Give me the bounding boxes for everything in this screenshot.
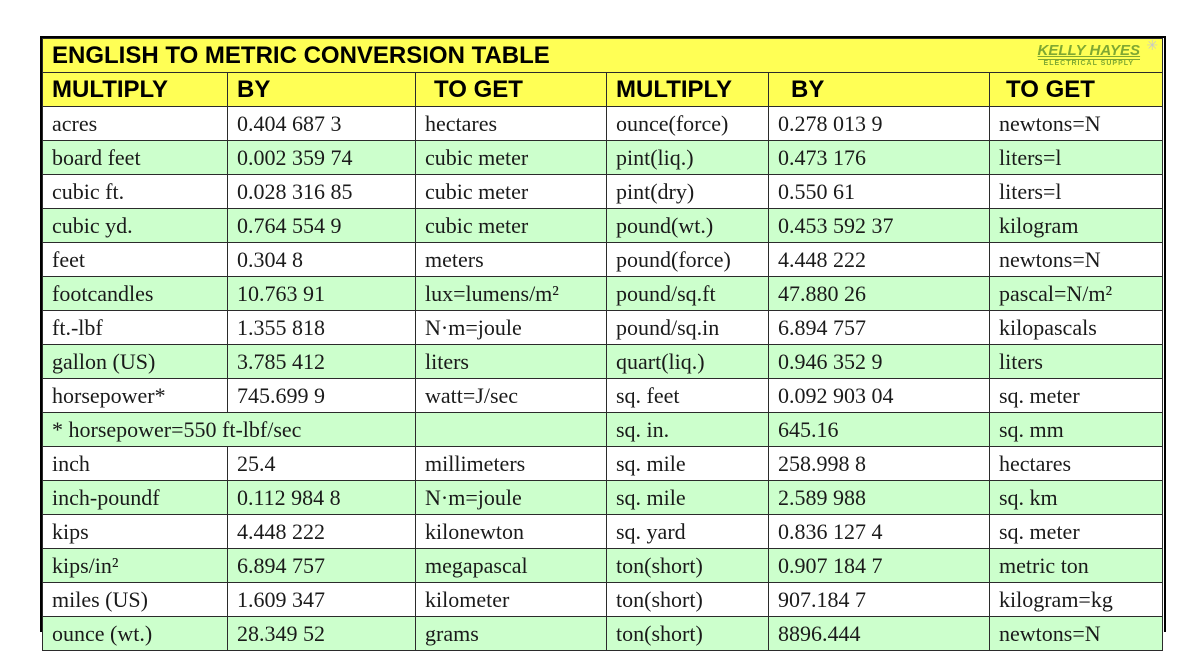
table-cell: sq. in. bbox=[607, 413, 769, 447]
table-row bbox=[43, 583, 1163, 617]
table-cell: pound(wt.) bbox=[607, 209, 769, 243]
table-cell: 0.836 127 4 bbox=[769, 515, 990, 549]
table-row bbox=[43, 277, 1163, 311]
table-cell: 1.609 347 bbox=[228, 583, 416, 617]
table-cell: kips bbox=[43, 515, 228, 549]
table-cell: meters bbox=[416, 243, 607, 277]
table-cell: 0.946 352 9 bbox=[769, 345, 990, 379]
table-row bbox=[43, 447, 1163, 481]
kelly-hayes-logo bbox=[1037, 37, 1159, 68]
table-cell: acres bbox=[43, 107, 228, 141]
header-to-get-2: TO GET bbox=[990, 73, 1163, 107]
table-cell: pint(dry) bbox=[607, 175, 769, 209]
table-cell: sq. meter bbox=[990, 379, 1163, 413]
table-title: ENGLISH TO METRIC CONVERSION TABLE bbox=[52, 41, 550, 69]
table-cell: miles (US) bbox=[43, 583, 228, 617]
table-cell: kilopascals bbox=[990, 311, 1163, 345]
table-cell: 907.184 7 bbox=[769, 583, 990, 617]
header-by: BY bbox=[228, 73, 416, 107]
table-cell: pascal=N/m² bbox=[990, 277, 1163, 311]
table-cell: 4.448 222 bbox=[769, 243, 990, 277]
table-cell: sq. yard bbox=[607, 515, 769, 549]
table-row bbox=[43, 209, 1163, 243]
table-cell: 0.112 984 8 bbox=[228, 481, 416, 515]
table-cell: ton(short) bbox=[607, 617, 769, 651]
table-row bbox=[43, 515, 1163, 549]
table-row bbox=[43, 243, 1163, 277]
table-cell: 2.589 988 bbox=[769, 481, 990, 515]
table-cell: liters=l bbox=[990, 175, 1163, 209]
table-cell: feet bbox=[43, 243, 228, 277]
table-cell: pound/sq.ft bbox=[607, 277, 769, 311]
title-row bbox=[43, 39, 1163, 73]
table-cell: inch bbox=[43, 447, 228, 481]
table-cell: 0.092 903 04 bbox=[769, 379, 990, 413]
table-cell: millimeters bbox=[416, 447, 607, 481]
table-row bbox=[43, 617, 1163, 651]
table-row bbox=[43, 311, 1163, 345]
table-cell: hectares bbox=[990, 447, 1163, 481]
table-cell: cubic ft. bbox=[43, 175, 228, 209]
table-cell: newtons=N bbox=[990, 243, 1163, 277]
table-cell: inch-poundf bbox=[43, 481, 228, 515]
table-cell: kilometer bbox=[416, 583, 607, 617]
conversion-table-sheet bbox=[40, 36, 1166, 646]
table-cell: 0.028 316 85 bbox=[228, 175, 416, 209]
table-cell: 28.349 52 bbox=[228, 617, 416, 651]
table-title-cell bbox=[43, 39, 1163, 73]
table-cell: metric ton bbox=[990, 549, 1163, 583]
table-row bbox=[43, 175, 1163, 209]
table-cell: kips/in² bbox=[43, 549, 228, 583]
table-cell: * horsepower=550 ft-lbf/sec bbox=[43, 413, 416, 447]
table-cell: watt=J/sec bbox=[416, 379, 607, 413]
table-cell: sq. km bbox=[990, 481, 1163, 515]
table-cell: ounce(force) bbox=[607, 107, 769, 141]
table-cell: 0.304 8 bbox=[228, 243, 416, 277]
table-cell: 8896.444 bbox=[769, 617, 990, 651]
table-cell: liters bbox=[416, 345, 607, 379]
table-cell: newtons=N bbox=[990, 107, 1163, 141]
table-cell: gallon (US) bbox=[43, 345, 228, 379]
table-cell: cubic meter bbox=[416, 209, 607, 243]
conversion-table bbox=[42, 38, 1163, 651]
table-cell: quart(liq.) bbox=[607, 345, 769, 379]
table-cell: 745.699 9 bbox=[228, 379, 416, 413]
table-row bbox=[43, 413, 1163, 447]
table-cell: horsepower* bbox=[43, 379, 228, 413]
header-multiply: MULTIPLY bbox=[43, 73, 228, 107]
table-row bbox=[43, 481, 1163, 515]
table-cell: 47.880 26 bbox=[769, 277, 990, 311]
header-to-get: TO GET bbox=[416, 73, 607, 107]
table-cell: 0.907 184 7 bbox=[769, 549, 990, 583]
header-multiply-2: MULTIPLY bbox=[607, 73, 769, 107]
table-cell: 0.278 013 9 bbox=[769, 107, 990, 141]
table-cell: cubic meter bbox=[416, 141, 607, 175]
table-cell: 4.448 222 bbox=[228, 515, 416, 549]
table-cell: liters bbox=[990, 345, 1163, 379]
table-cell: sq. feet bbox=[607, 379, 769, 413]
table-row bbox=[43, 141, 1163, 175]
table-cell: kilonewton bbox=[416, 515, 607, 549]
table-cell: 0.550 61 bbox=[769, 175, 990, 209]
sparkle-icon: ✳ bbox=[1146, 37, 1159, 53]
table-cell: pint(liq.) bbox=[607, 141, 769, 175]
header-by-2: BY bbox=[769, 73, 990, 107]
table-cell: sq. mile bbox=[607, 447, 769, 481]
table-cell: pound(force) bbox=[607, 243, 769, 277]
table-cell: hectares bbox=[416, 107, 607, 141]
table-cell: 645.16 bbox=[769, 413, 990, 447]
table-cell: 0.002 359 74 bbox=[228, 141, 416, 175]
table-cell: cubic meter bbox=[416, 175, 607, 209]
table-cell: 0.404 687 3 bbox=[228, 107, 416, 141]
table-cell: 25.4 bbox=[228, 447, 416, 481]
table-cell: ton(short) bbox=[607, 549, 769, 583]
table-cell: cubic yd. bbox=[43, 209, 228, 243]
table-cell: kilogram bbox=[990, 209, 1163, 243]
table-cell: N·m=joule bbox=[416, 311, 607, 345]
table-cell: grams bbox=[416, 617, 607, 651]
table-row bbox=[43, 107, 1163, 141]
table-cell: 3.785 412 bbox=[228, 345, 416, 379]
table-cell: ton(short) bbox=[607, 583, 769, 617]
logo-main-text: KELLY HAYES bbox=[1037, 42, 1141, 59]
table-cell: ounce (wt.) bbox=[43, 617, 228, 651]
table-row bbox=[43, 345, 1163, 379]
table-cell: 258.998 8 bbox=[769, 447, 990, 481]
table-cell: 0.764 554 9 bbox=[228, 209, 416, 243]
table-row bbox=[43, 549, 1163, 583]
table-cell: sq. mile bbox=[607, 481, 769, 515]
table-cell: 1.355 818 bbox=[228, 311, 416, 345]
table-cell bbox=[416, 413, 607, 447]
table-cell: lux=lumens/m² bbox=[416, 277, 607, 311]
table-cell: 10.763 91 bbox=[228, 277, 416, 311]
logo-sub-text: ELECTRICAL SUPPLY bbox=[1038, 59, 1141, 68]
table-cell: liters=l bbox=[990, 141, 1163, 175]
table-cell: pound/sq.in bbox=[607, 311, 769, 345]
table-cell: board feet bbox=[43, 141, 228, 175]
table-cell: sq. mm bbox=[990, 413, 1163, 447]
table-cell: 6.894 757 bbox=[769, 311, 990, 345]
table-cell: N·m=joule bbox=[416, 481, 607, 515]
table-cell: newtons=N bbox=[990, 617, 1163, 651]
table-cell: megapascal bbox=[416, 549, 607, 583]
table-cell: sq. meter bbox=[990, 515, 1163, 549]
table-cell: 0.453 592 37 bbox=[769, 209, 990, 243]
table-cell: footcandles bbox=[43, 277, 228, 311]
table-cell: 0.473 176 bbox=[769, 141, 990, 175]
table-row bbox=[43, 379, 1163, 413]
table-cell: kilogram=kg bbox=[990, 583, 1163, 617]
table-cell: 6.894 757 bbox=[228, 549, 416, 583]
header-row bbox=[43, 73, 1163, 107]
table-cell: ft.-lbf bbox=[43, 311, 228, 345]
